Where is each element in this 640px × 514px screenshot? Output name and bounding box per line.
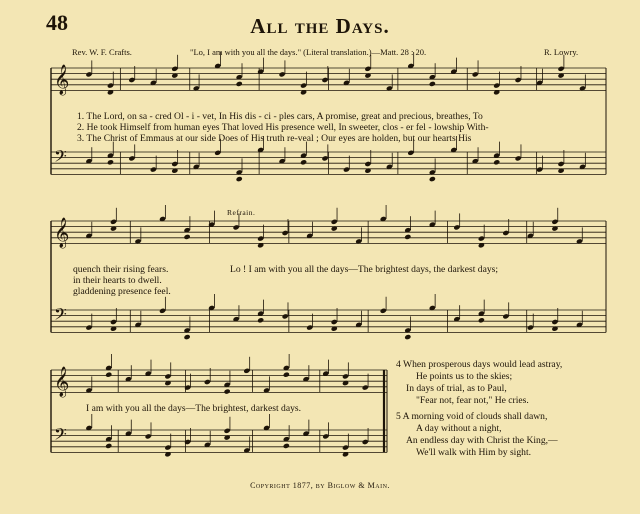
refrain-label: Refrain. xyxy=(227,208,256,217)
system-1-b-note xyxy=(429,176,436,182)
author-credit: Rev. W. F. Crafts. xyxy=(72,47,132,57)
system-1-b-note xyxy=(300,159,307,165)
system-2-b-note xyxy=(478,317,485,323)
verse-2: 2. He took Himself from human eyes That loved His presence well, In sweeter, clos - er fel - lowship With- xyxy=(77,122,489,133)
system-3-b-note xyxy=(283,443,290,449)
copyright-notice: Copyright 1877, by Biglow & Main. xyxy=(250,481,390,490)
system-3-t-note xyxy=(224,388,231,394)
system-1-b-note xyxy=(236,176,243,182)
system-3-bass-clef: 𝄢 xyxy=(54,424,67,448)
system-1-t-note xyxy=(236,81,243,87)
system-1-t-note xyxy=(429,81,436,87)
scripture-epigraph: "Lo, I am with you all the days." (Literal translation.)—Matt. 28 : 20. xyxy=(190,47,427,57)
system-3-b-note xyxy=(105,443,112,449)
system-3-t-note xyxy=(283,372,290,378)
page-number: 48 xyxy=(46,10,68,35)
system-2-b-note xyxy=(257,317,264,323)
system-3-t-note xyxy=(105,372,112,378)
system2-lyric-2: in their hearts to dwell. xyxy=(73,275,162,286)
system-2-b-note xyxy=(404,334,411,340)
system-3-treble-clef: 𝄞 xyxy=(54,367,70,397)
system-2-bass-clef: 𝄢 xyxy=(54,304,67,328)
refrain-lyric: Lo ! I am with you all the days—The brightest days, the darkest days; xyxy=(230,264,499,275)
hymn-title: All the Days. xyxy=(250,14,390,38)
system-1-b-note xyxy=(107,159,114,165)
stanza-5: 5 A morning void of clouds shall dawn, A day without a night, An endless day with Christ the King,— We'll walk with Him by sight. xyxy=(396,411,558,458)
system-2-treble-clef: 𝄞 xyxy=(54,218,70,248)
stanza-4: 4 When prosperous days would lead astray, He points us to the skies; In days of trial, as to Paul, "Fear not, fear not," He cries. xyxy=(396,359,563,406)
verse-3: 3. The Christ of Emmaus at our side Does of His truth re-veal ; Our eyes are holden, but our hearts His xyxy=(77,133,472,144)
system-2-b-note xyxy=(184,334,191,340)
system-1-bass-clef: 𝄢 xyxy=(54,146,67,170)
system-1-b-note xyxy=(493,159,500,165)
system-1-treble-clef: 𝄞 xyxy=(54,65,70,95)
system3-lyric: I am with you all the days—The brightest, darkest days. xyxy=(86,403,302,414)
composer-credit: R. Lowry. xyxy=(544,47,579,57)
system-2-t-note xyxy=(404,234,411,240)
system-2-t-note xyxy=(184,234,191,240)
verse-1: 1. The Lord, on sa - cred Ol - i - vet, In His dis - ci - ples cars, A promise, great and precious, breathes, To xyxy=(77,111,483,122)
system2-lyric-3: gladdening presence feel. xyxy=(73,286,171,297)
system2-lyric-1: quench their rising fears. xyxy=(73,264,169,275)
